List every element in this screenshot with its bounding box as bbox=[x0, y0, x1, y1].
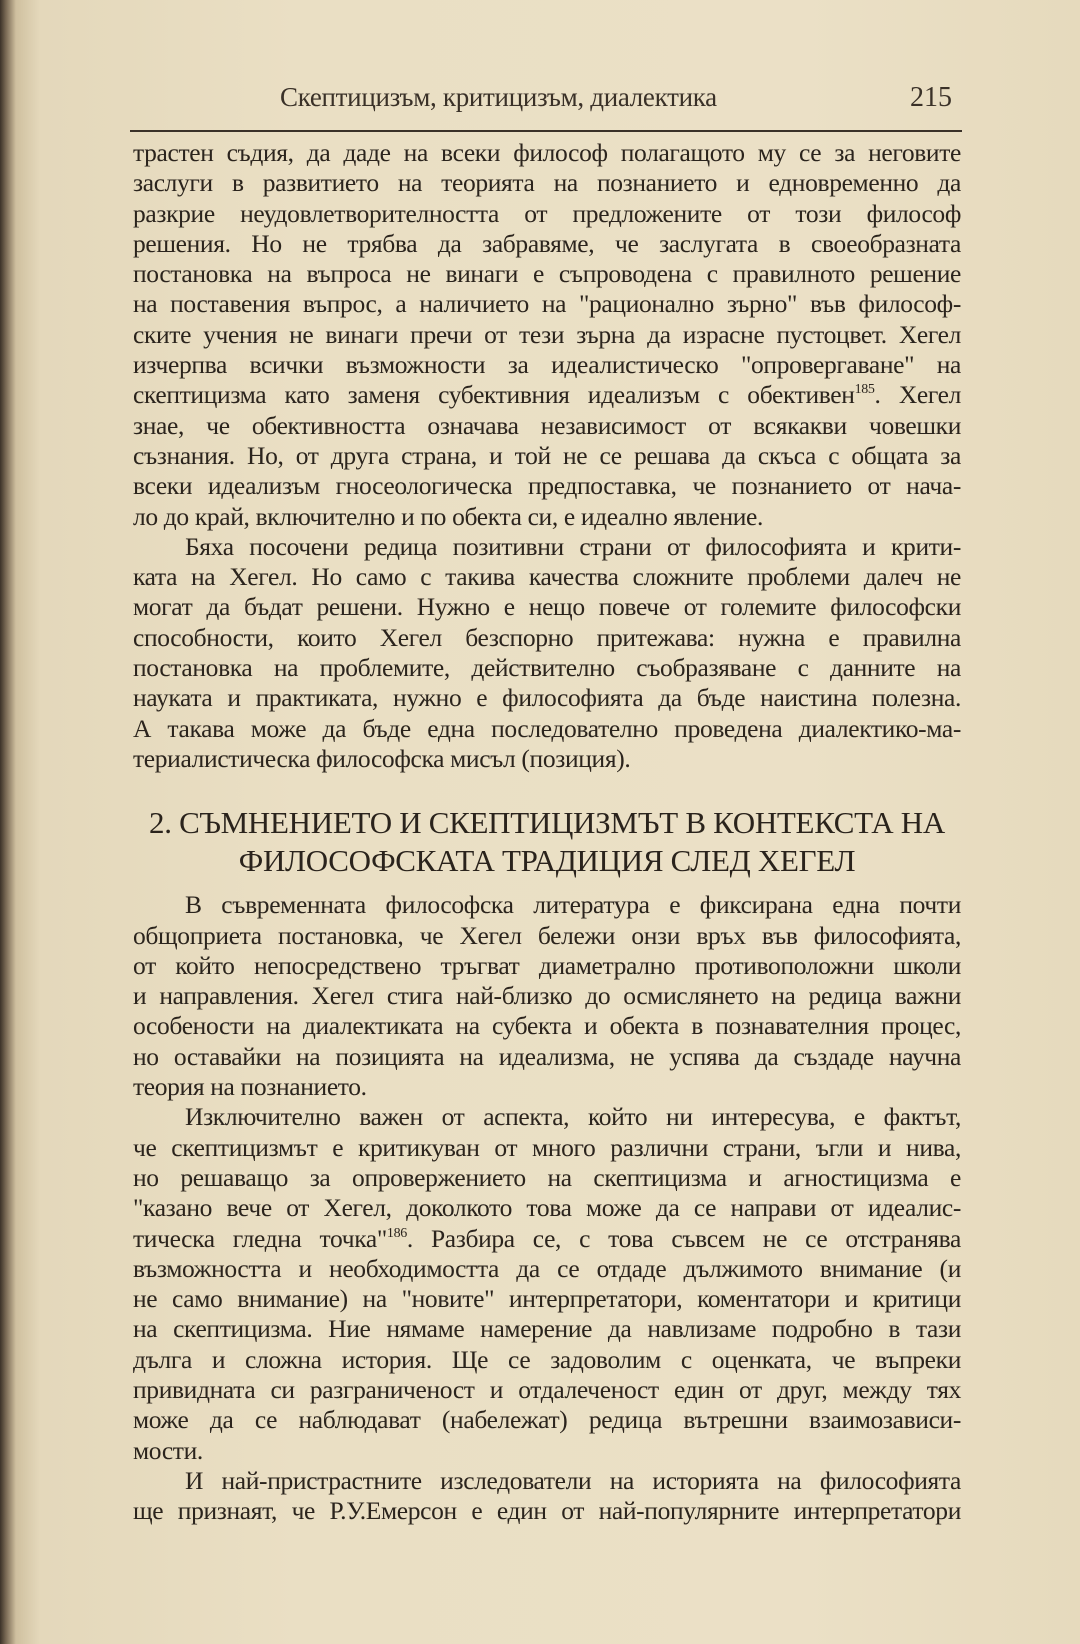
text-line: но решаващо за опровержението на скептицизма и агностицизма е bbox=[133, 1162, 961, 1192]
text-line: знае, че обективността означава независимост от всякакви човешки bbox=[133, 410, 961, 440]
text-line bbox=[133, 380, 961, 410]
text-line: мости. bbox=[133, 1435, 203, 1465]
text-line: възможността и необходимостта да се отдаде дължимото внимание (и bbox=[133, 1253, 961, 1283]
text-line: И най-пристрастните изследователи на историята на философията bbox=[185, 1465, 961, 1495]
header-rule bbox=[130, 130, 962, 132]
text-line: общоприета постановка, че Хегел бележи онзи връх във философията, bbox=[133, 920, 961, 950]
paragraph bbox=[133, 138, 961, 532]
footnote-ref: 186 bbox=[386, 1225, 407, 1241]
section-heading-line: ФИЛОСОФСКАТА ТРАДИЦИЯ СЛЕД ХЕГЕЛ bbox=[238, 843, 856, 879]
text-line: трастен съдия, да даде на всеки философ полагащото му се за неговите bbox=[133, 138, 961, 167]
text-line: че скептицизмът е критикуван от много различни страни, ъгли и нива, bbox=[133, 1132, 961, 1162]
text-line: ските учения не винаги пречи от тези зърна да израсне пустоцвет. Хегел bbox=[133, 319, 961, 349]
page-number: 215 bbox=[910, 82, 952, 113]
text-line: всеки идеализъм гносеологическа предпоставка, че познанието от нача- bbox=[133, 471, 961, 501]
text-line: особености на диалектиката на субекта и обекта в познавателния процес, bbox=[133, 1011, 961, 1041]
paragraph bbox=[133, 1102, 961, 1466]
text-line: ло до край, включително и по обекта си, е идеално явление. bbox=[133, 501, 764, 531]
text-line: способности, които Хегел безспорно притежава: нужна е правилна bbox=[133, 622, 961, 652]
text-line: ще признаят, че Р.У.Емерсон е един от най-популярните интерпретатори bbox=[133, 1496, 961, 1526]
text-line: ката на Хегел. Но само с такива качества сложните проблеми далеч не bbox=[133, 562, 961, 592]
text-line: съзнания. Но, от друга страна, и той не се решава да скъса с общата за bbox=[133, 440, 961, 470]
section-heading bbox=[133, 804, 961, 880]
text-line: изчерпва всички възможности за идеалистическо "опровергаване" на bbox=[133, 350, 961, 380]
text-line: теория на познанието. bbox=[133, 1072, 367, 1102]
text-segment: скептицизма като заменя субективния идеализъм с обективен bbox=[133, 380, 855, 410]
text-line: А такава може да бъде една последователно проведена диалектико-ма- bbox=[133, 713, 961, 743]
text-line: Бяха посочени редица позитивни страни от философията и крити- bbox=[185, 531, 961, 561]
text-segment: . Хегел bbox=[874, 380, 961, 410]
running-header bbox=[130, 82, 960, 122]
paragraph bbox=[133, 890, 961, 1102]
text-line: привидната си разграниченост и отдалеченост един от друг, между тях bbox=[133, 1374, 961, 1404]
text-line: могат да бъдат решени. Нужно е нещо повече от големите философски bbox=[133, 592, 961, 622]
text-line: може да се наблюдават (набележат) редица вътрешни взаимозависи- bbox=[133, 1405, 961, 1435]
section-heading-line: 2. СЪМНЕНИЕТО И СКЕПТИЦИЗМЪТ В КОНТЕКСТА НА bbox=[149, 805, 945, 841]
text-line: и направления. Хегел стига най-близко до осмислянето на редица важни bbox=[133, 981, 961, 1011]
text-line: не само внимание) на "новите" интерпретатори, коментатори и критици bbox=[133, 1284, 961, 1314]
text-line: решения. Но не трябва да забравяме, че заслугата в своеобразната bbox=[133, 228, 961, 258]
text-line: дълга и сложна история. Ще се задоволим с оценката, че въпреки bbox=[133, 1344, 961, 1374]
text-line: постановка на проблемите, действително съобразяване с данните на bbox=[133, 653, 961, 683]
text-segment: . Разбира се, с това съвсем не се отстранява bbox=[406, 1223, 961, 1253]
pre-section-text bbox=[133, 138, 961, 774]
text-line: Изключително важен от аспекта, който ни интересува, е фактът, bbox=[185, 1102, 961, 1132]
text-line: от който непосредствено тръгват диаметрално противоположни школи bbox=[133, 950, 961, 980]
paragraph bbox=[133, 532, 961, 774]
text-line: науката и практиката, нужно е философията да бъде наистина полезна. bbox=[133, 683, 961, 713]
running-title: Скептицизъм, критицизъм, диалектика bbox=[280, 82, 717, 112]
footnote-ref: 185 bbox=[854, 382, 875, 398]
text-line: В съвременната философска литература е фиксирана една почти bbox=[185, 890, 961, 920]
text-segment: тическа гледна точка" bbox=[133, 1223, 387, 1253]
text-line: постановка на въпроса не винаги е съпроводена с правилното решение bbox=[133, 259, 961, 289]
paragraph bbox=[133, 1466, 961, 1527]
text-line: но оставайки на позицията на идеализма, не успява да създаде научна bbox=[133, 1041, 961, 1071]
text-line: териалистическа философска мисъл (позиция). bbox=[133, 743, 631, 773]
text-line: заслуги в развитието на теорията на познанието и едновременно да bbox=[133, 168, 961, 198]
section-text bbox=[133, 890, 961, 1526]
text-line bbox=[133, 1224, 961, 1254]
page-body bbox=[133, 138, 961, 1526]
text-line: на поставения въпрос, а наличието на "рационално зърно" във философ- bbox=[133, 289, 961, 319]
text-line: разкрие неудовлетворителността от предложените от този философ bbox=[133, 198, 961, 228]
text-line: "казано вече от Хегел, доколкото това може да се направи от идеалис- bbox=[133, 1193, 961, 1223]
text-line: на скептицизма. Ние нямаме намерение да навлизаме подробно в тази bbox=[133, 1314, 961, 1344]
